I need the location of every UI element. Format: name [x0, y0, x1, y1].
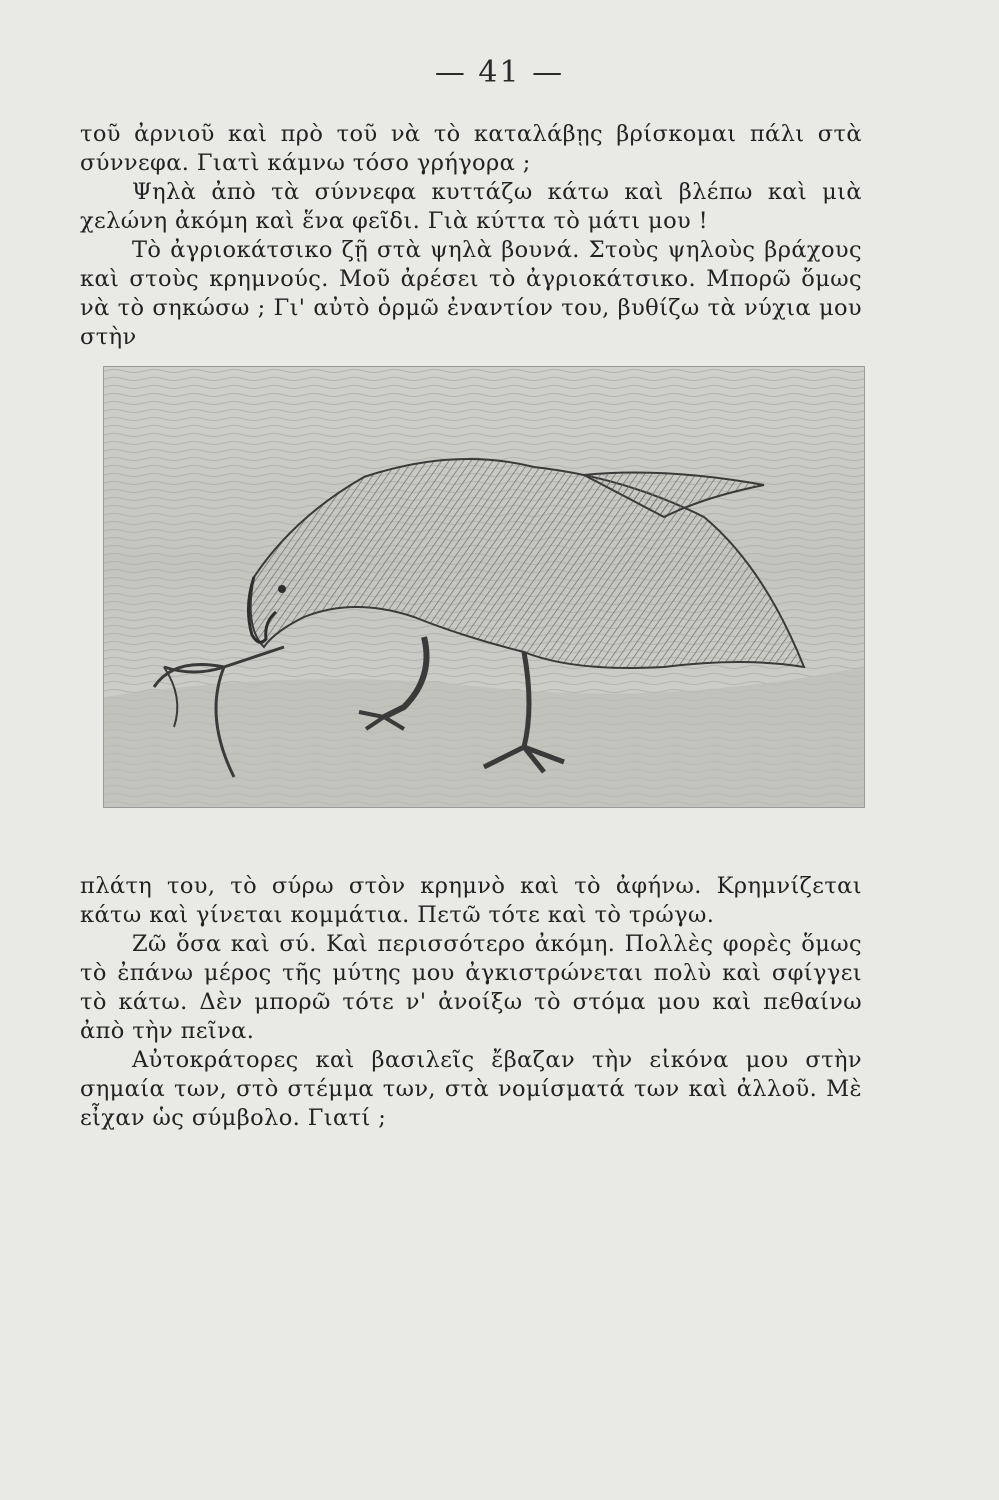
eagle-illustration	[103, 366, 865, 808]
paragraph: τοῦ ἀρνιοῦ καὶ πρὸ τοῦ νὰ τὸ καταλάβῃς βρίσκομαι πάλι στὰ σύννεφα. Γιατὶ κάμνω τόσο γρήγορα ;	[80, 121, 862, 176]
paragraph: Ζῶ ὅσα καὶ σύ. Καὶ περισσότερο ἀκόμη. Πολλὲς φορὲς ὅμως τὸ ἐπάνω μέρος τῆς μύτης μου ἀγκιστρώνεται πολὺ καὶ σφίγγει τὸ κάτω. Δὲν μπορῶ τότε ν' ἀνοίξω τὸ στόμα μου καὶ πεθαίνω ἀπὸ τὴν πεῖνα.	[80, 931, 862, 1044]
eagle-drawing	[104, 367, 864, 807]
paragraph: πλάτη του, τὸ σύρω στὸν κρημνὸ καὶ τὸ ἀφήνω. Κρημνίζεται κάτω καὶ γίνεται κομμάτια. Πετῶ τότε καὶ τὸ τρώγω.	[80, 873, 862, 928]
paragraph: Ψηλὰ ἀπὸ τὰ σύννεφα κυττάζω κάτω καὶ βλέπω καὶ μιὰ χελώνη ἀκόμη καὶ ἕνα φεῖδι. Γιὰ κύττα τὸ μάτι μου !	[80, 179, 862, 234]
paragraph: Τὸ ἀγριοκάτσικο ζῇ στὰ ψηλὰ βουνά. Στοὺς ψηλοὺς βράχους καὶ στοὺς κρημνούς. Μοῦ ἀρέσει τὸ ἀγριοκάτσικο. Μπορῶ ὅμως νὰ τὸ σηκώσω ; Γι' αὐτὸ ὁρμῶ ἐναντίον του, βυθίζω τὰ νύχια μου στὴν	[80, 237, 862, 350]
text-block-bottom	[80, 872, 862, 1133]
page-number: — 41 —	[434, 55, 565, 90]
text-block-top	[80, 120, 862, 352]
paragraph: Αὐτοκράτορες καὶ βασιλεῖς ἔβαζαν τὴν εἰκόνα μου στὴν σημαία των, στὸ στέμμα των, στὰ νομίσματά των καὶ ἀλλοῦ. Μὲ εἶχαν ὡς σύμβολο. Γιατί ;	[80, 1047, 862, 1131]
